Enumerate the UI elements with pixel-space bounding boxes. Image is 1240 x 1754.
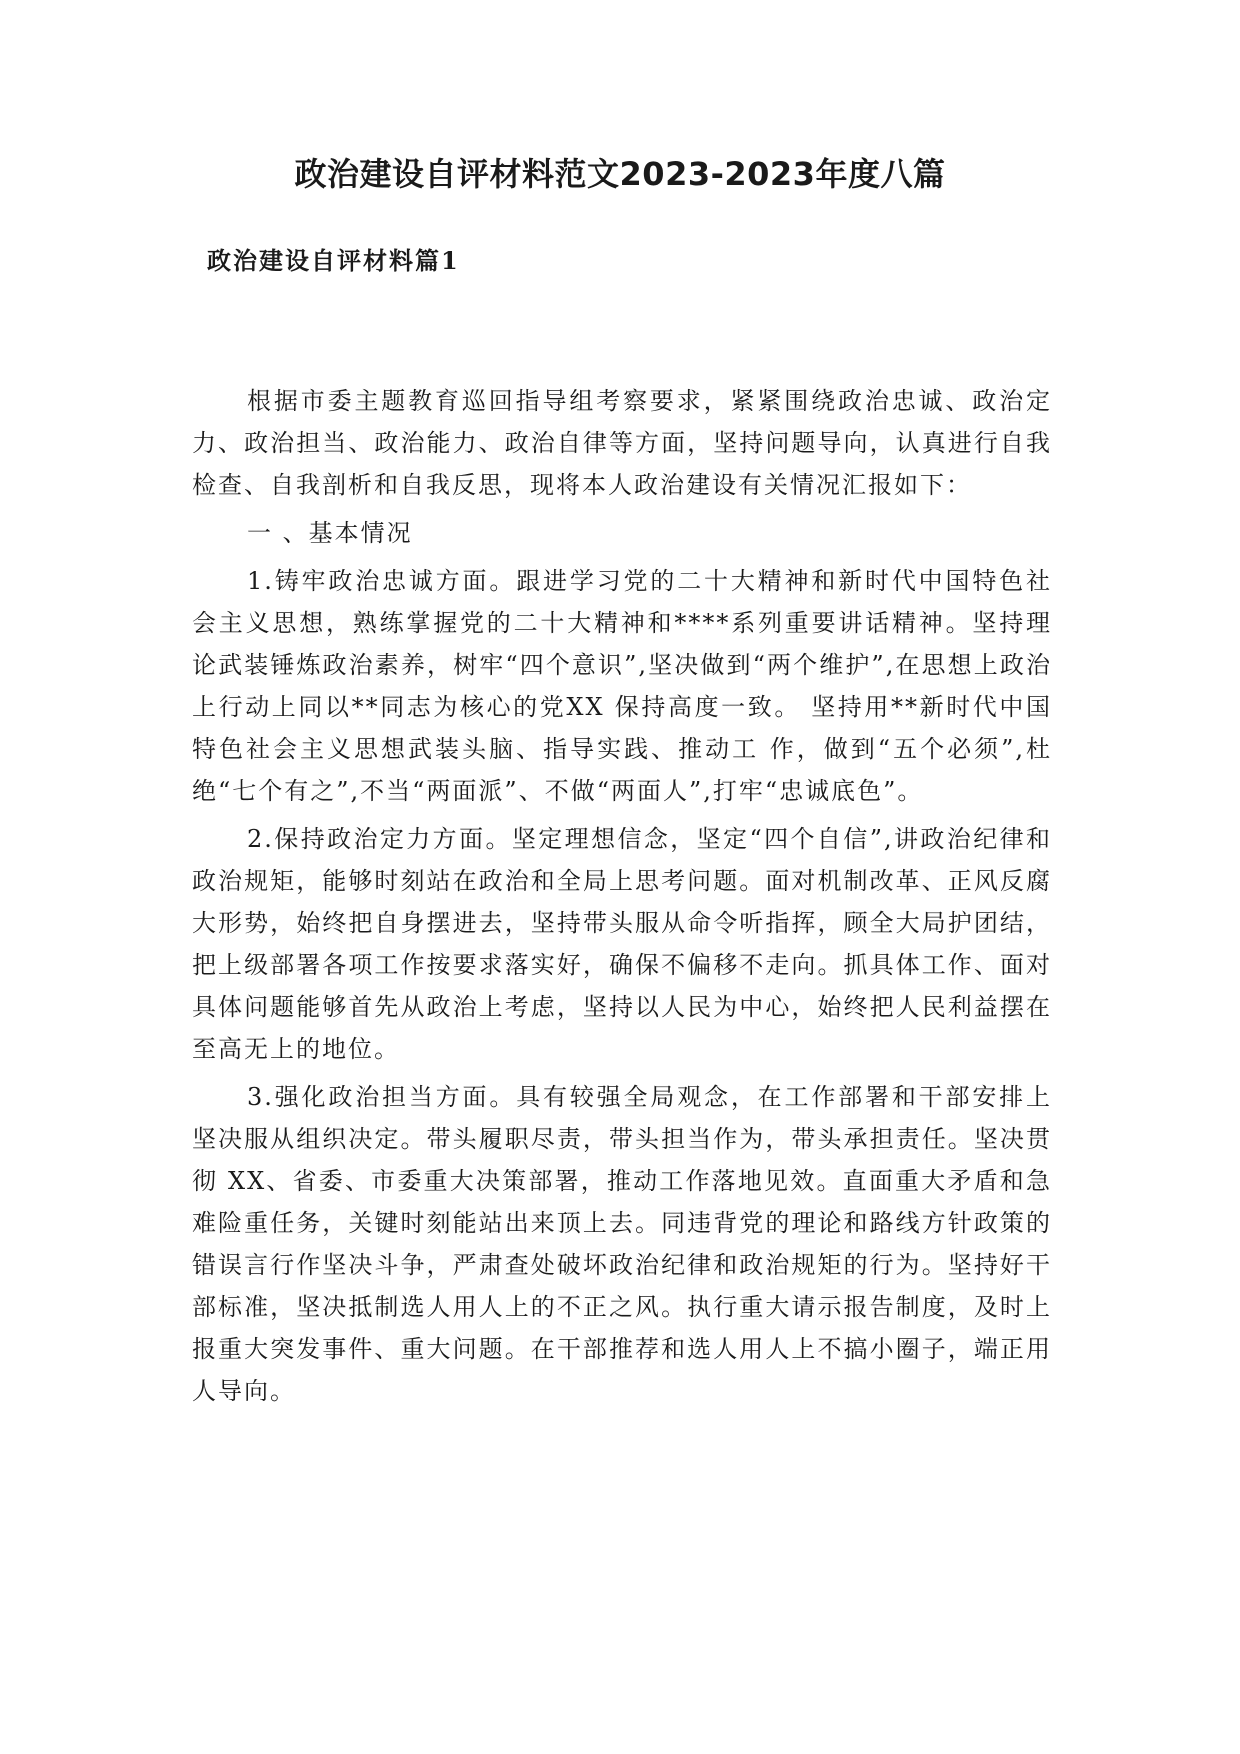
intro-paragraph: 根据市委主题教育巡回指导组考察要求，紧紧围绕政治忠诚、政治定力、政治担当、政治能力、政治自律等方面，坚持问题导向，认真进行自我检查、自我剖析和自我反思，现将本人政治建设有关情况汇报如下： [192,387,1052,499]
paragraph-political-resolve: 2.保持政治定力方面。坚定理想信念，坚定“四个自信”,讲政治纪律和政治规矩，能够时刻站在政治和全局上思考问题。面对机制改革、正风反腐大形势，始终把自身摆进去，坚持带头服从命令听指挥，顾全大局护团结，把上级部署各项工作按要求落实好，确保不偏移不走向。抓具体工作、面对具体问题能够首先从政治上考虑，坚持以人民为中心，始终把人民利益摆在至高无上的地位。 [192,825,1052,1063]
paragraph-political-responsibility: 3.强化政治担当方面。具有较强全局观念，在工作部署和干部安排上坚决服从组织决定。带头履职尽责，带头担当作为，带头承担责任。坚决贯彻 XX、省委、市委重大决策部署，推动工作落地见效。直面重大矛盾和急难险重任务，关键时刻能站出来顶上去。同违背党的理论和路线方针政策的错误言行作坚决斗争，严肃查处破坏政治纪律和政治规矩的行为。坚持好干部标准，坚决抵制选人用人上的不正之风。执行重大请示报告制度，及时上报重大突发事件、重大问题。在干部推荐和选人用人上不搞小圈子，端正用人导向。 [192,1083,1052,1405]
basic-situation-heading: 一 、基本情况 [247,519,413,547]
document-body [192,380,1052,1418]
document-title: 政治建设自评材料范文2023-2023年度八篇 [294,155,946,193]
paragraph-political-loyalty: 1.铸牢政治忠诚方面。跟进学习党的二十大精神和新时代中国特色社会主义思想，熟练掌握党的二十大精神和****系列重要讲话精神。坚持理论武装锤炼政治素养，树牢“四个意识”,坚决做到“两个维护”,在思想上政治上行动上同以**同志为核心的党XX 保持高度一致。 坚持用**新时代中国特色社会主义思想武装头脑、指导实践、推动工 作，做到“五个必须”,杜绝“七个有之”,不当“两面派”、不做“两面人”,打牢“忠诚底色”。 [192,567,1052,805]
section-title: 政治建设自评材料篇1 [207,246,460,275]
